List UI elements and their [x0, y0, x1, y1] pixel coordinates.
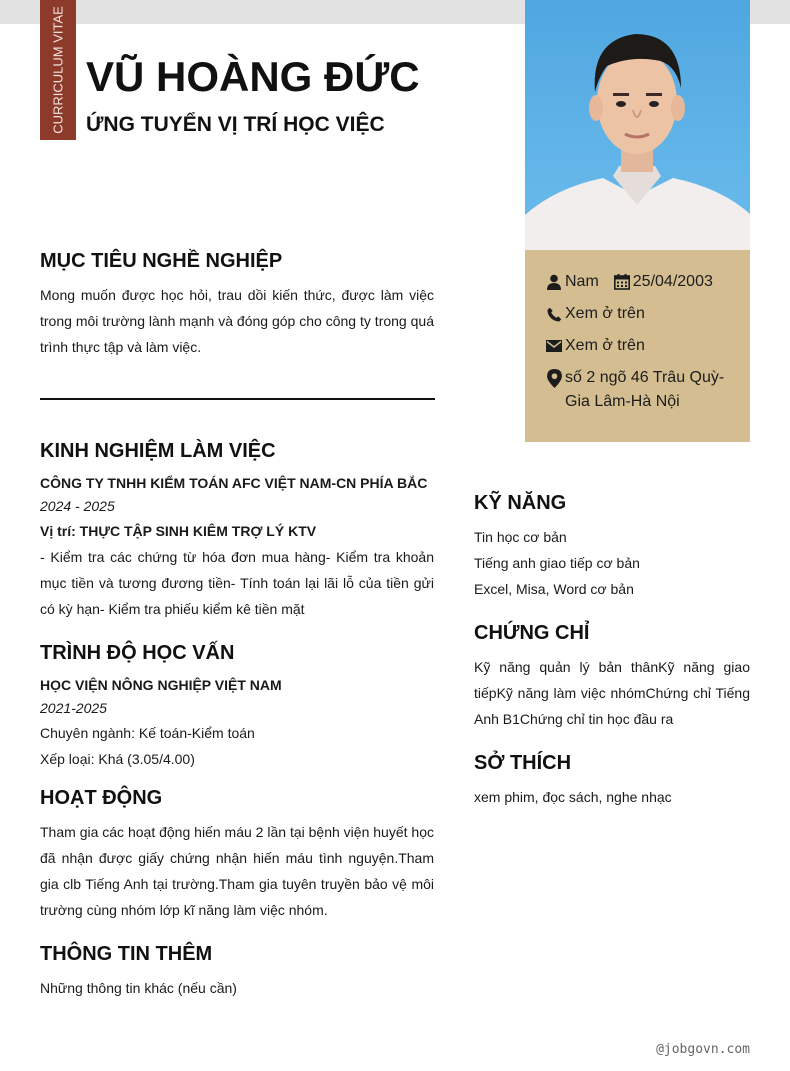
birthdate-text: 25/04/2003 — [632, 273, 713, 290]
skill-item: Excel, Misa, Word cơ bản — [474, 581, 634, 597]
gender-text: Nam — [565, 273, 599, 290]
applied-position: ỨNG TUYỂN VỊ TRÍ HỌC VIỆC — [86, 113, 385, 136]
activities-text: Tham gia các hoạt động hiến máu 2 lần tại bệnh viện huyết học đã nhận được giấy chứng nhận hiến máu tình nguyện.Tham gia clb Tiếng Anh tại trường.Tham gia tuyên truyền bảo vệ môi trường cùng nhóm lớp kĩ năng làm việc nhóm. — [40, 824, 434, 918]
address-line-2: Gia Lâm-Hà Nội — [565, 393, 680, 410]
section-divider — [40, 398, 435, 400]
cv-ribbon — [40, 0, 76, 140]
skill-item: Tin học cơ bản — [474, 529, 567, 545]
portrait-illustration — [525, 0, 750, 250]
calendar-icon — [613, 270, 631, 294]
education-title: TRÌNH ĐỘ HỌC VẤN — [40, 642, 235, 664]
skill-item: Tiếng anh giao tiếp cơ bản — [474, 555, 640, 571]
address-line-1: số 2 ngõ 46 Trâu Quỳ- — [565, 369, 725, 386]
ribbon-text: CURRICULUM VITAE — [50, 6, 66, 134]
phone-text[interactable]: Xem ở trên — [565, 305, 645, 322]
education-period: 2021-2025 — [40, 700, 107, 716]
additional-text: Những thông tin khác (nếu cần) — [40, 980, 237, 996]
phone-icon — [545, 302, 563, 326]
education-grade: Xếp loại: Khá (3.05/4.00) — [40, 751, 195, 767]
certificates-title: CHỨNG CHỈ — [474, 622, 590, 644]
hobbies-text: xem phim, đọc sách, nghe nhạc — [474, 789, 672, 805]
profile-photo — [525, 0, 750, 250]
gender-row — [545, 270, 713, 294]
education-school: HỌC VIỆN NÔNG NGHIỆP VIỆT NAM — [40, 677, 282, 693]
phone-row — [545, 302, 645, 326]
experience-company: CÔNG TY TNHH KIỂM TOÁN AFC VIỆT NAM-CN PHÍA BẮC — [40, 475, 428, 491]
objective-title: MỤC TIÊU NGHỀ NGHIỆP — [40, 250, 283, 272]
person-icon — [545, 270, 563, 294]
mail-icon — [545, 334, 563, 358]
location-pin-icon — [545, 366, 563, 390]
personal-info-box — [525, 250, 750, 442]
experience-role: Vị trí: THỰC TẬP SINH KIÊM TRỢ LÝ KTV — [40, 523, 317, 539]
certificates-text: Kỹ năng quản lý bản thânKỹ năng giao tiếpKỹ năng làm việc nhómChứng chỉ Tiếng Anh B1Chứng chỉ tin học đầu ra — [474, 659, 750, 727]
education-major: Chuyên ngành: Kế toán-Kiểm toán — [40, 725, 255, 741]
candidate-name: VŨ HOÀNG ĐỨC — [86, 53, 420, 100]
skills-title: KỸ NĂNG — [474, 492, 567, 514]
experience-description: - Kiểm tra các chứng từ hóa đơn mua hàng- Kiểm tra khoản mục tiền và tương đương tiền- Tính toán lại lãi lỗ của tiền gửi có kỳ hạn- Kiểm tra phiếu kiểm kê tiền mặt — [40, 549, 434, 617]
experience-period: 2024 - 2025 — [40, 498, 115, 514]
experience-title: KINH NGHIỆM LÀM VIỆC — [40, 440, 276, 462]
hobbies-title: SỞ THÍCH — [474, 752, 572, 774]
watermark: @jobgovn.com — [656, 1042, 750, 1057]
objective-text: Mong muốn được học hỏi, trau dồi kiến thức, được làm việc trong môi trường lành mạnh và đóng góp cho công ty trong quá trình thực tập và làm việc. — [40, 287, 434, 355]
email-row — [545, 334, 645, 358]
email-text[interactable]: Xem ở trên — [565, 337, 645, 354]
additional-title: THÔNG TIN THÊM — [40, 943, 213, 965]
address-row — [545, 366, 724, 414]
activities-title: HOẠT ĐỘNG — [40, 787, 163, 809]
